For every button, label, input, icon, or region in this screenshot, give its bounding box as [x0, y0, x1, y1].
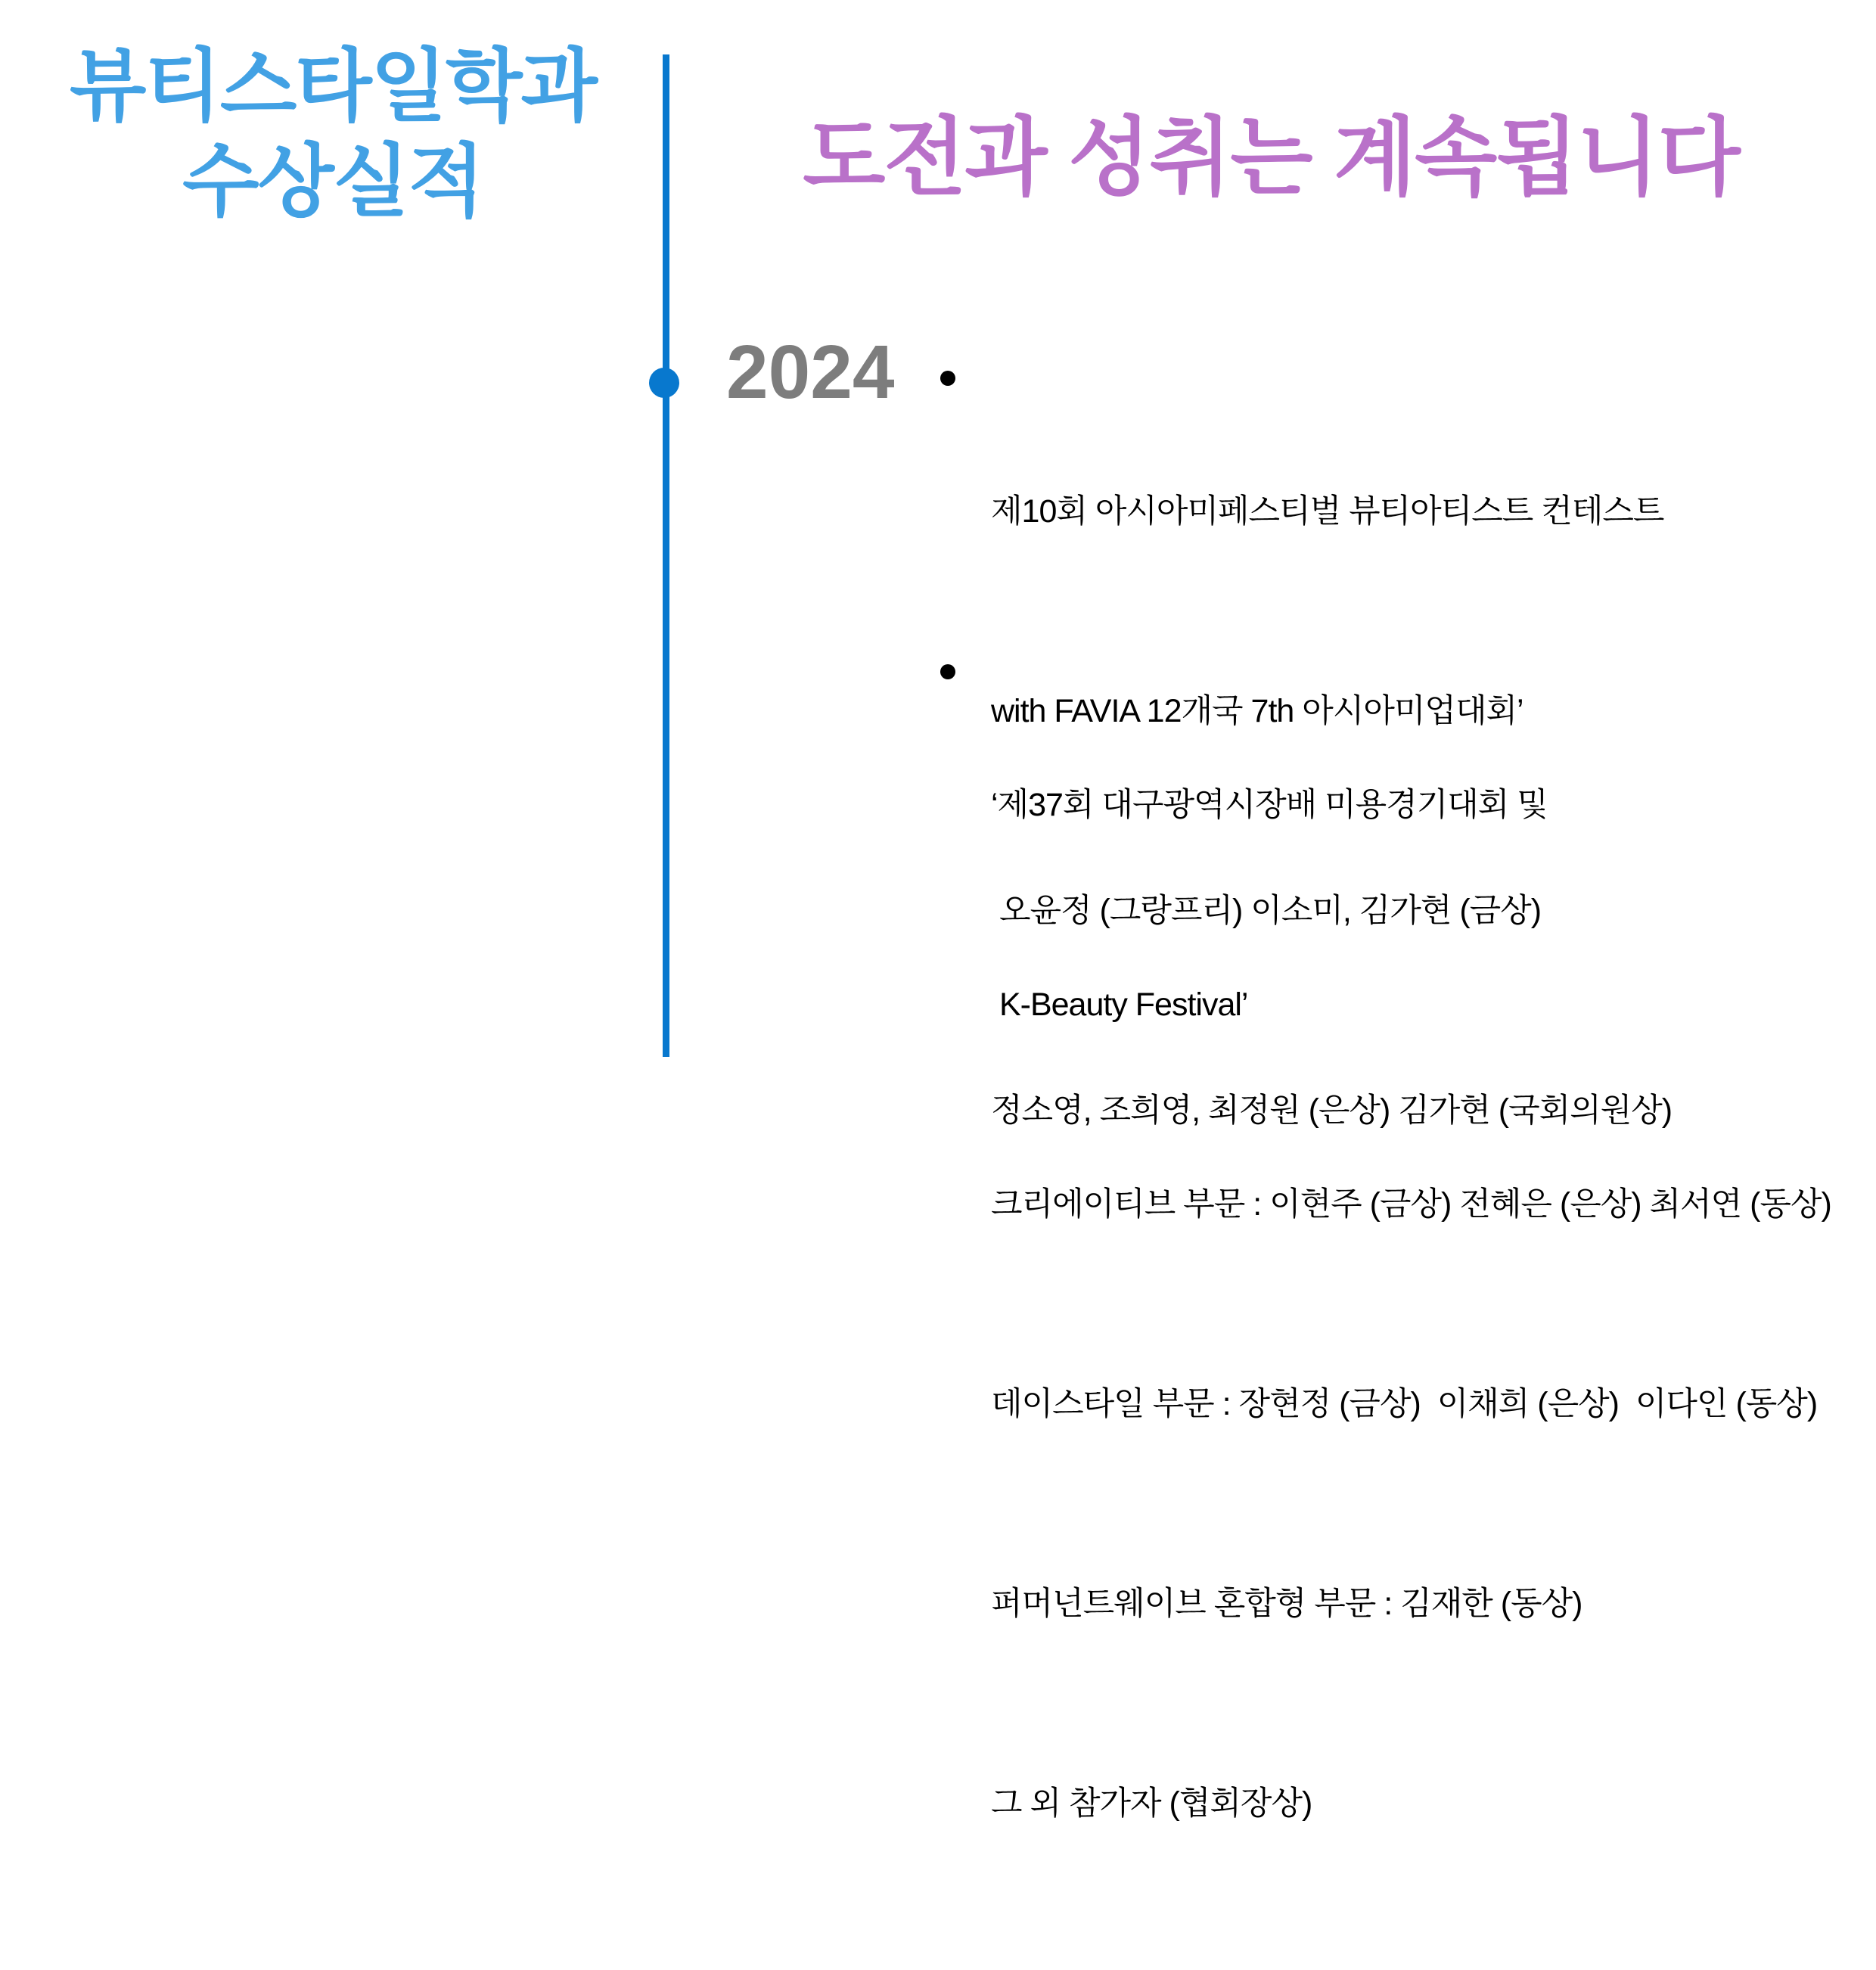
award-line: 제10회 아시아미페스티벌 뷰티아티스트 컨테스트 [991, 493, 1664, 530]
award-line: 크리에이티브 부문 : 이현주 (금상) 전혜은 (은상) 최서연 (동상) [991, 1186, 1831, 1223]
timeline-year: 2024 [726, 330, 895, 415]
award-line: ‘제37회 대구광역시장배 미용경기대회 및 [991, 787, 1548, 823]
timeline-node-dot [649, 368, 679, 398]
bullet-dot [940, 664, 955, 679]
award-line: 퍼머넌트웨이브 혼합형 부문 : 김재한 (동상) [991, 1586, 1582, 1622]
page-title-line2: 수상실적 [182, 138, 483, 226]
award-line: 데이스타일 부문 : 장현정 (금상) 이채희 (은상) 이다인 (동상) [991, 1386, 1818, 1422]
award-line: 정소영, 조희영, 최정원 (은상) 김가현 (국회의원상) [991, 1092, 1673, 1129]
award-entry-2024-contest-2 [991, 639, 1831, 1970]
page-title-line1: 뷰티스타일학과 [69, 42, 596, 131]
award-line: with FAVIA 12개국 7th 아시아미업대회’ [991, 693, 1523, 729]
award-line: K-Beauty Festival’ [991, 987, 1248, 1023]
page-title [0, 39, 666, 230]
award-line: 오윤정 (그랑프리) 이소미, 김가현 (금상) [991, 893, 1542, 929]
award-line: 그 외 참가자 (협회장상) [991, 1785, 1312, 1822]
section-heading: 도전과 성취는 계속됩니다 [803, 110, 1739, 205]
bullet-dot [940, 371, 955, 386]
